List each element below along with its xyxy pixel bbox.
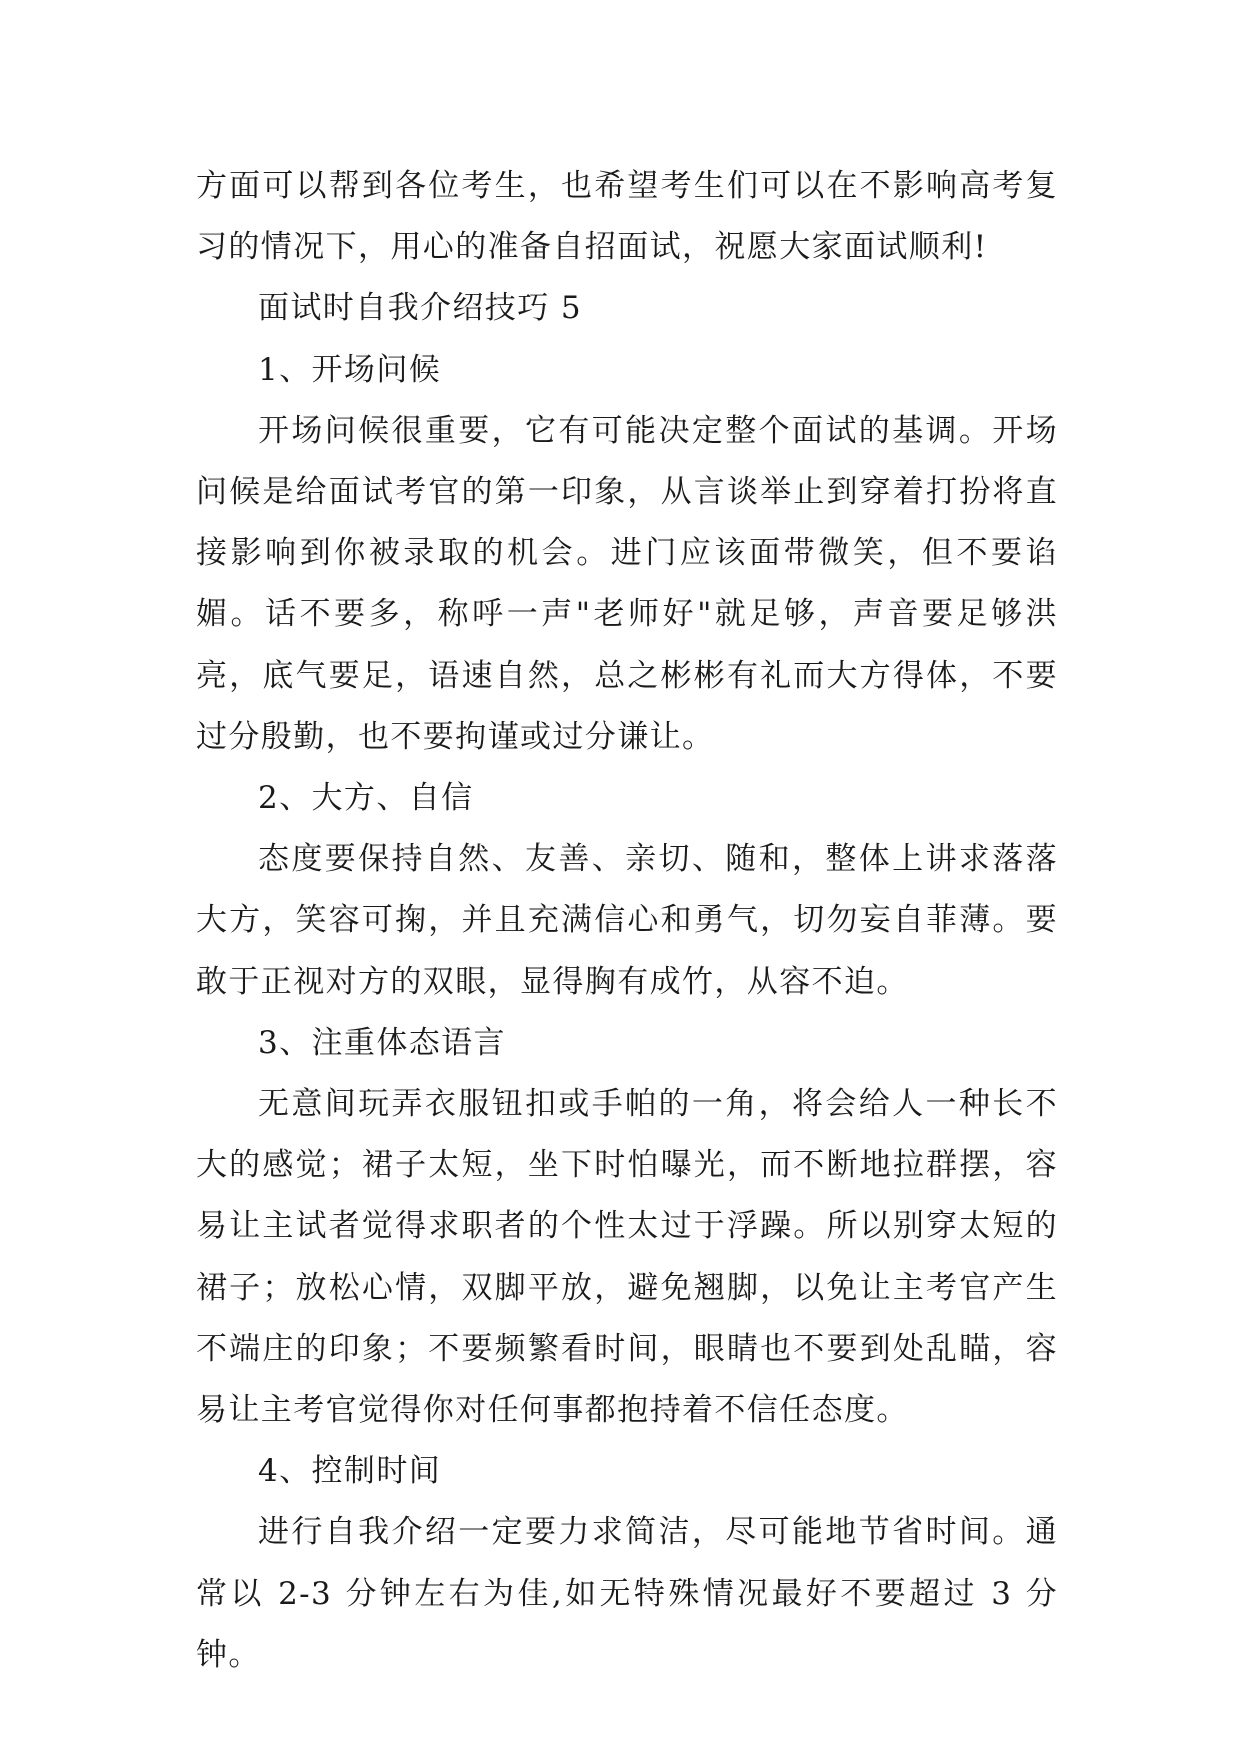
section-heading-1: 1、开场问候 <box>258 351 442 388</box>
intro-continuation-paragraph: 方面可以帮到各位考生，也希望考生们可以在不影响高考复习的情况下，用心的准备自招面试，祝愿大家面试顺利! <box>196 168 1058 266</box>
section-body-2: 态度要保持自然、友善、亲切、随和，整体上讲求落落大方，笑容可掬，并且充满信心和勇气，切勿妄自菲薄。要敢于正视对方的双眼，显得胸有成竹，从容不迫。 <box>196 841 1058 1000</box>
section-heading-3: 3、注重体态语言 <box>258 1024 506 1061</box>
section-title: 面试时自我介绍技巧 5 <box>258 290 582 327</box>
section-body-3: 无意间玩弄衣服钮扣或手帕的一角，将会给人一种长不大的感觉；裙子太短，坐下时怕曝光，而不断地拉群摆，容易让主试者觉得求职者的个性太过于浮躁。所以别穿太短的裙子；放松心情，双脚平放，避免翘脚，以免让主考官产生不端庄的印象；不要频繁看时间，眼睛也不要到处乱瞄，容易让主考官觉得你对任何事都抱持着不信任态度。 <box>196 1086 1058 1429</box>
section-body-4: 进行自我介绍一定要力求简洁，尽可能地节省时间。通常以 2-3 分钟左右为佳,如无特殊情况最好不要超过 3 分钟。 <box>196 1514 1058 1673</box>
section-body-1: 开场问候很重要，它有可能决定整个面试的基调。开场问候是给面试考官的第一印象，从言谈举止到穿着打扮将直接影响到你被录取的机会。进门应该面带微笑，但不要谄媚。话不要多，称呼一声"老师好"就足够，声音要足够洪亮，底气要足，语速自然，总之彬彬有礼而大方得体，不要过分殷勤，也不要拘谨或过分谦让。 <box>196 412 1058 755</box>
section-heading-2: 2、大方、自信 <box>258 780 474 817</box>
document-page <box>196 156 1058 1686</box>
section-heading-4: 4、控制时间 <box>258 1453 442 1490</box>
